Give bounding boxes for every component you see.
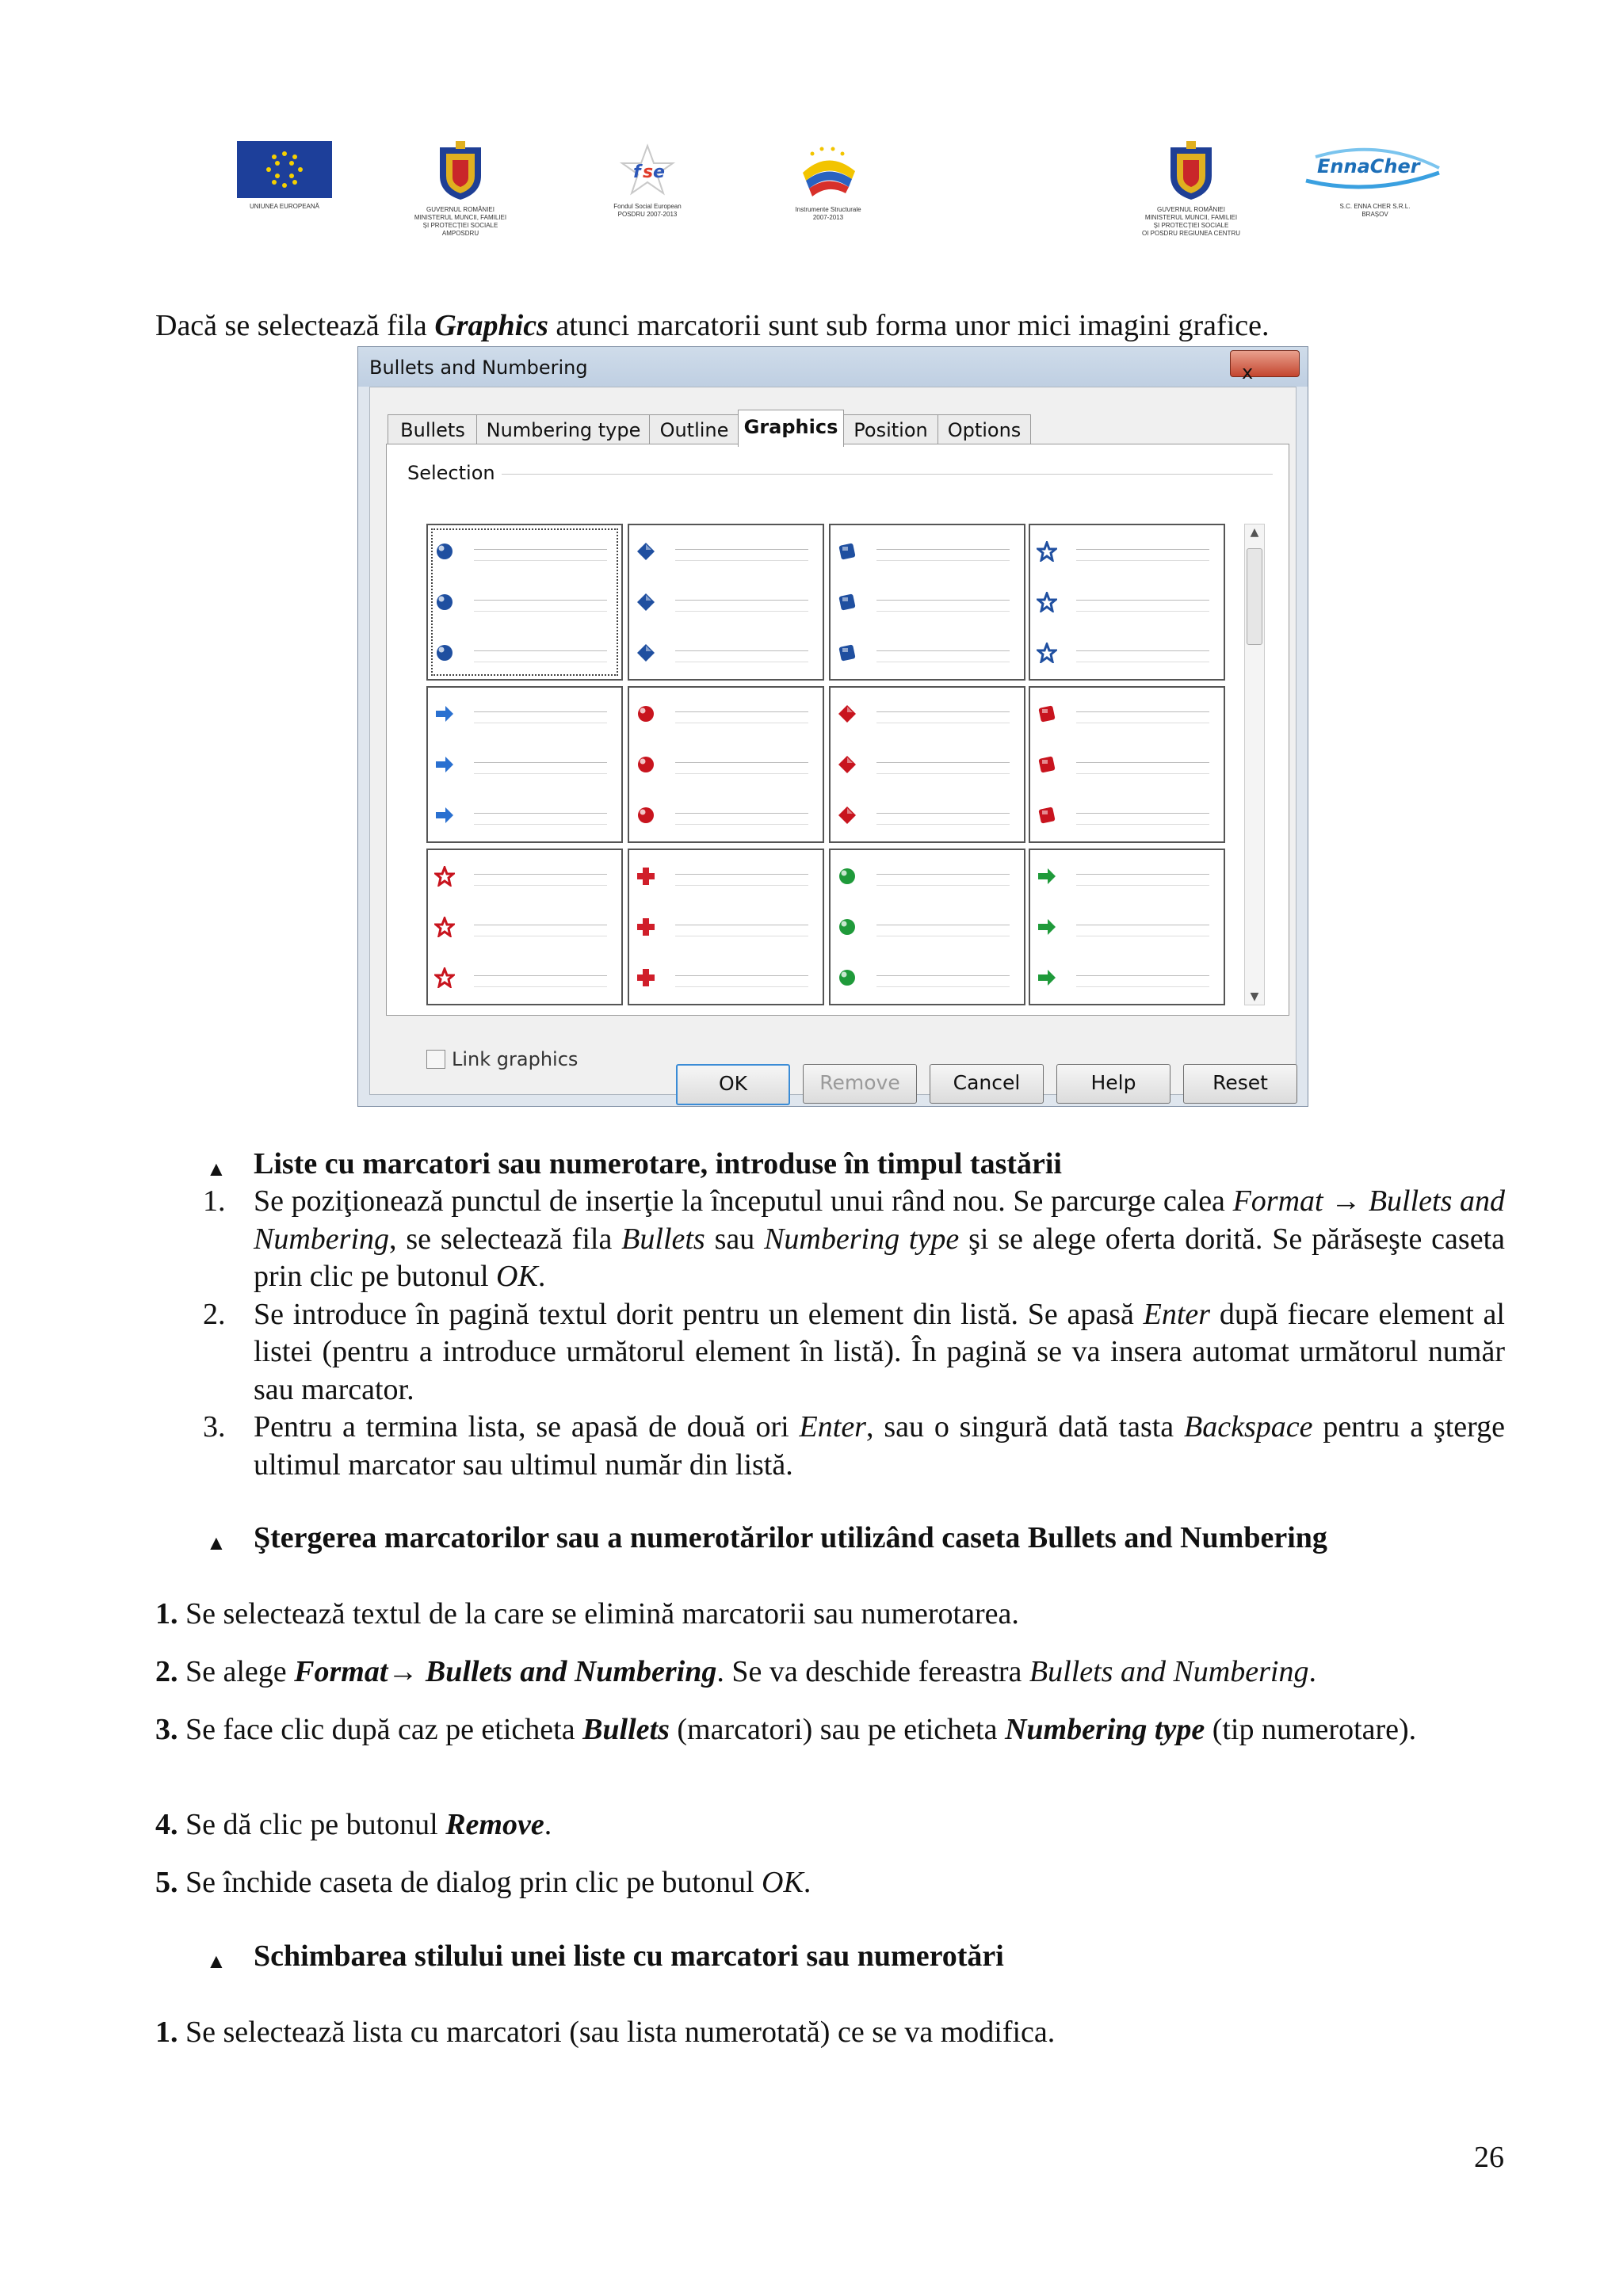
placeholder-line [675,611,808,612]
placeholder-line [675,711,808,712]
placeholder-line [876,813,1010,814]
heading-marker-icon: ▲ [206,1158,227,1180]
reset-button[interactable]: Reset [1183,1064,1297,1104]
bullet-style-option[interactable] [628,686,824,843]
arrow-bullet-icon [434,754,455,775]
tab-bullets[interactable]: Bullets [388,414,478,445]
ball-bullet-icon [636,704,656,724]
arrow-bullet-icon [1037,917,1057,937]
placeholder-line [1076,611,1209,612]
step-paragraph: 5. Se închide caseta de dialog prin clic pe butonul OK. [155,1866,812,1899]
arrow-bullet-icon [1037,866,1057,887]
placeholder-line [1076,813,1209,814]
arrow-bullet-icon [1037,967,1057,988]
placeholder-line [675,560,808,561]
diamond-bullet-icon [837,754,857,775]
svg-text:e: e [653,162,665,182]
placeholder-line [1076,650,1209,651]
ennacher-logo-icon [1300,141,1450,198]
ball-bullet-icon [434,643,455,663]
placeholder-line [876,549,1010,550]
diamond-bullet-icon [636,643,656,663]
bullet-style-option[interactable] [426,686,623,843]
placeholder-line [675,773,808,774]
placeholder-line [1076,560,1209,561]
ball-bullet-icon [434,592,455,612]
bullets-and-numbering-dialog [357,346,1308,1107]
scroll-thumb[interactable] [1247,548,1262,645]
bullet-style-option[interactable] [628,524,824,681]
placeholder-line [474,874,607,875]
scroll-down-icon[interactable]: ▼ [1250,990,1259,1003]
intro-paragraph: Dacă se selectează fila Graphics atunci marcatorii sunt sub forma unor mici imagini grafice. [155,309,1270,342]
square-bullet-icon [837,541,857,562]
ball-bullet-icon [837,917,857,937]
placeholder-line [876,711,1010,712]
link-graphics-checkbox[interactable] [426,1050,445,1069]
placeholder-line [675,975,808,976]
placeholder-line [675,762,808,763]
square-bullet-icon [837,643,857,663]
placeholder-line [1076,885,1209,886]
step-paragraph: 3. Se face clic după caz pe eticheta Bullets (marcatori) sau pe eticheta Numbering type (tip numerotare). [155,1713,1417,1746]
diamond-bullet-icon [636,592,656,612]
svg-text:f: f [633,162,641,182]
placeholder-line [474,813,607,814]
star-bullet-icon [1037,592,1057,612]
ok-button[interactable]: OK [676,1064,790,1105]
list-item: 1. Se poziţionează punctul de inserţie la începutul unui rând nou. Se parcurge calea Format → Bullets and Numbering, se selectează fila Bullets sau Numbering type şi se alege oferta dorită. Se părăseşte caseta prin clic pe butonul OK. [203,1184,1505,1293]
diamond-bullet-icon [636,541,656,562]
link-graphics-option[interactable] [426,1048,578,1070]
cross-bullet-icon [636,917,656,937]
ball-bullet-icon [837,967,857,988]
selection-label: Selection [407,462,502,484]
placeholder-line [675,549,808,550]
bullet-style-option[interactable] [829,686,1025,843]
placeholder-line [876,560,1010,561]
placeholder-line [1076,986,1209,987]
square-bullet-icon [1037,704,1057,724]
bullet-style-grid [426,524,1228,1007]
logo-eu: UNIUNEA EUROPEANĂ [233,141,336,211]
cross-bullet-icon [636,967,656,988]
header-logos [230,141,1450,260]
placeholder-line [876,773,1010,774]
bullet-style-option[interactable] [426,524,623,681]
dialog-title: Bullets and Numbering [369,357,588,379]
logo-ennacher: EnnaCher S.C. ENNA CHER S.R.L. BRAȘOV [1300,141,1450,219]
selection-divider [407,474,1273,475]
star-bullet-icon [434,866,455,887]
diamond-bullet-icon [837,805,857,826]
vertical-scrollbar[interactable] [1244,524,1265,1005]
placeholder-line [876,611,1010,612]
ball-bullet-icon [636,754,656,775]
placeholder-line [474,600,607,601]
remove-button[interactable]: Remove [803,1064,917,1104]
romania-coat-of-arms-icon [1166,141,1216,201]
ball-bullet-icon [837,866,857,887]
placeholder-line [1076,975,1209,976]
ball-bullet-icon [434,541,455,562]
diamond-bullet-icon [837,704,857,724]
structural-instruments-icon [789,141,868,201]
placeholder-line [876,975,1010,976]
cancel-button[interactable]: Cancel [930,1064,1044,1104]
placeholder-line [876,824,1010,825]
svg-text:s: s [643,162,654,182]
placeholder-line [876,986,1010,987]
logo-gov-1: GUVERNUL ROMÂNIEI MINISTERUL MUNCII, FAMILIEI ȘI PROTECȚIEI SOCIALE AMPOSDRU [393,141,528,238]
bullet-style-option[interactable] [1029,524,1225,681]
step-paragraph: 2. Se alege Format→ Bullets and Numbering. Se va deschide fereastra Bullets and Numbering. [155,1655,1316,1688]
placeholder-line [675,600,808,601]
bullet-style-option[interactable] [426,849,623,1005]
placeholder-line [876,650,1010,651]
placeholder-line [474,975,607,976]
dialog-title-bar[interactable] [358,347,1308,387]
tab-options[interactable]: Options [938,414,1031,445]
close-button[interactable] [1230,350,1300,383]
scroll-up-icon[interactable]: ▲ [1250,526,1259,539]
square-bullet-icon [837,592,857,612]
arrow-bullet-icon [434,704,455,724]
graphics-panel [386,444,1289,1070]
logo-fse: f s e Fondul Social European POSDRU 2007-2013 [588,141,707,219]
romania-coat-of-arms-icon [435,141,486,201]
bullet-style-option[interactable] [829,849,1025,1005]
star-bullet-icon [434,967,455,988]
tab-numbering-type[interactable]: Numbering type [476,414,651,445]
bullet-style-option[interactable] [1029,686,1225,843]
bullet-style-option[interactable] [829,524,1025,681]
placeholder-line [1076,711,1209,712]
bullet-style-option[interactable] [628,849,824,1005]
placeholder-line [1076,549,1209,550]
cross-bullet-icon [636,866,656,887]
placeholder-line [876,762,1010,763]
placeholder-line [474,986,607,987]
eu-flag-icon [237,141,332,198]
placeholder-line [675,650,808,651]
logo-instruments: Instrumente Structurale 2007-2013 [769,141,888,222]
star-bullet-icon [1037,643,1057,663]
fse-logo-icon [616,141,679,198]
placeholder-line [474,549,607,550]
placeholder-line [1076,762,1209,763]
placeholder-line [474,773,607,774]
square-bullet-icon [1037,805,1057,826]
help-button[interactable]: Help [1056,1064,1170,1104]
list-item: 2. Se introduce în pagină textul dorit pentru un element din listă. Se apasă Enter după fiecare element al listei (pentru a introduce următorul element în listă). În pagină se va insera automat următorul număr sau marcator. [203,1297,1505,1406]
placeholder-line [1076,773,1209,774]
placeholder-line [675,813,808,814]
placeholder-line [876,885,1010,886]
dialog-body [369,387,1296,1095]
placeholder-line [675,874,808,875]
typing-steps-list [203,1183,1505,1484]
placeholder-line [474,560,607,561]
heading-marker-icon: ▲ [206,1950,227,1973]
placeholder-line [474,611,607,612]
placeholder-line [675,986,808,987]
placeholder-line [675,824,808,825]
placeholder-line [876,600,1010,601]
ball-bullet-icon [636,805,656,826]
placeholder-line [675,885,808,886]
tab-graphics[interactable]: Graphics [738,410,844,447]
placeholder-line [474,762,607,763]
star-bullet-icon [1037,541,1057,562]
bullet-style-option[interactable] [1029,849,1225,1005]
placeholder-line [1076,824,1209,825]
placeholder-line [1076,874,1209,875]
step-paragraph: 1. Se selectează textul de la care se elimină marcatorii sau numerotarea. [155,1597,1019,1630]
svg-text:EnnaCher: EnnaCher [1317,155,1420,177]
list-item: 3. Pentru a termina lista, se apasă de două ori Enter, sau o singură dată tasta Backspace pentru a şterge ultimul marcator sau ultimul număr din listă. [203,1410,1505,1482]
square-bullet-icon [1037,754,1057,775]
logo-gov-2: GUVERNUL ROMÂNIEI MINISTERUL MUNCII, FAMILIEI ȘI PROTECȚIEI SOCIALE OI POSDRU REGIUNEA CENTRU [1116,141,1266,238]
tab-outline[interactable]: Outline [649,414,739,445]
link-graphics-label: Link graphics [452,1048,579,1070]
placeholder-line [474,711,607,712]
star-bullet-icon [434,917,455,937]
placeholder-line [474,824,607,825]
close-icon: x [1242,361,1254,383]
step-paragraph: 4. Se dă clic pe butonul Remove. [155,1808,552,1841]
placeholder-line [474,650,607,651]
tab-position[interactable]: Position [842,414,939,445]
arrow-bullet-icon [434,805,455,826]
page-number: 26 [1474,2141,1504,2174]
placeholder-line [1076,600,1209,601]
step-paragraph: 1. Se selectează lista cu marcatori (sau lista numerotată) ce se va modifica. [155,2016,1056,2049]
placeholder-line [876,874,1010,875]
heading-marker-icon: ▲ [206,1531,227,1554]
placeholder-line [474,885,607,886]
